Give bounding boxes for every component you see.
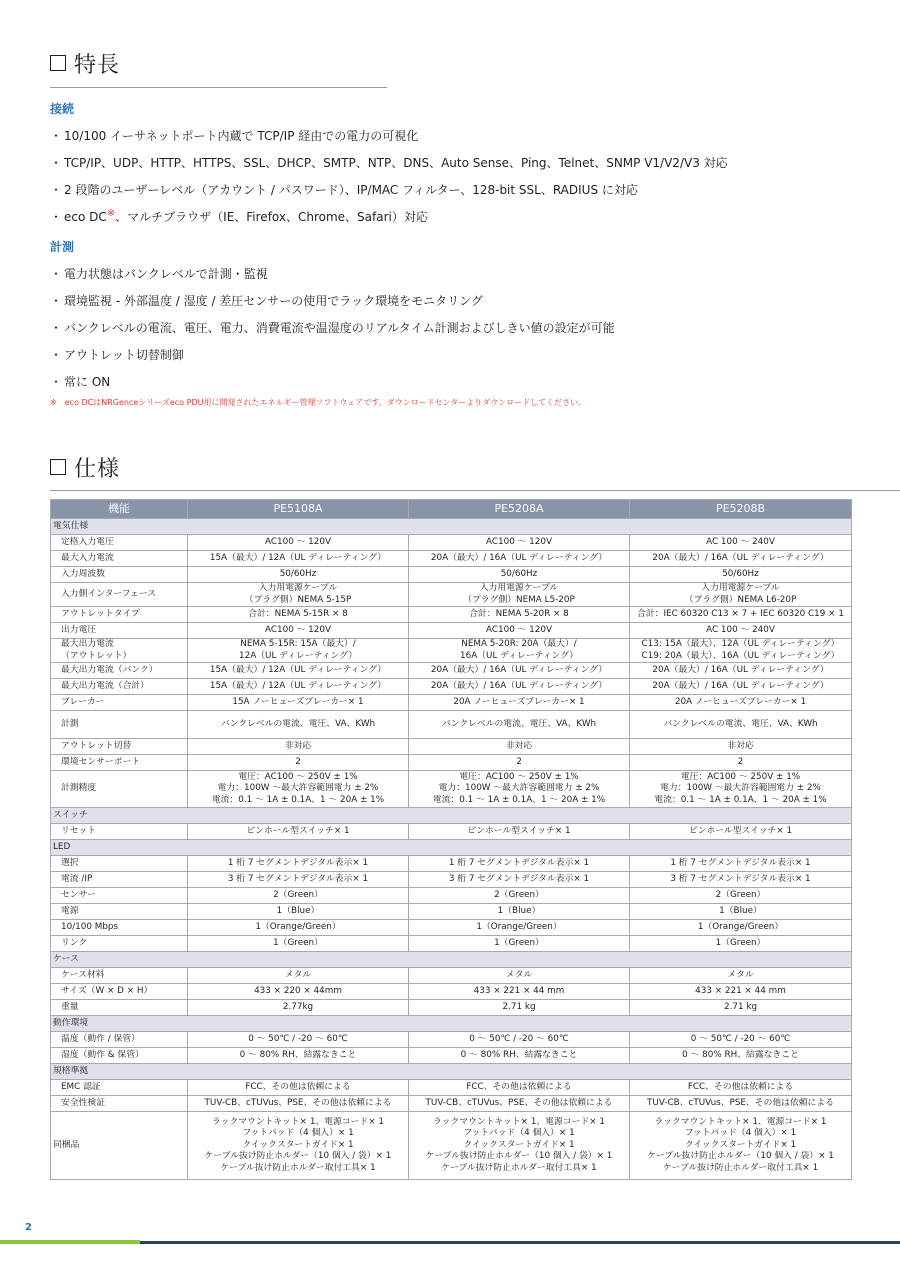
cell-value: 20A（最大）/ 16A（UL ディレーティング）	[409, 663, 630, 679]
cell-value: 15A ノーヒューズブレーカー× 1	[188, 695, 409, 711]
cell-value: 433 × 221 × 44 mm	[409, 984, 630, 1000]
cell-value: 1 桁 7 セグメントデジタル表示× 1	[630, 856, 852, 872]
bullet-item: ・ eco DC※、マルチブラウザ（IE、Firefox、Chrome、Safari）対応	[50, 208, 428, 224]
row-label: 計測精度	[51, 771, 188, 808]
cell-value: 1（Orange/Green）	[630, 920, 852, 936]
table-row	[51, 639, 852, 663]
header-feature: 機能	[51, 500, 188, 519]
table-row	[51, 663, 852, 679]
cell-value: FCC、その他は依頼による	[188, 1080, 409, 1096]
cell-value: ピンホール型スイッチ× 1	[409, 824, 630, 840]
cell-value: 1（Orange/Green）	[409, 920, 630, 936]
cell-value: 入力用電源ケーブル （プラグ側）NEMA L6-20P	[630, 583, 852, 607]
table-row	[51, 1080, 852, 1096]
footer-bar-accent	[0, 1240, 140, 1244]
cell-value: 電圧：AC100 ～ 250V ± 1% 電力：100W ～最大許容範囲電力 ± 2% 電流：0.1 ～ 1A ± 0.1A、1 ～ 20A ± 1%	[630, 771, 852, 808]
cell-value: バンクレベルの電流、電圧、VA、KWh	[630, 711, 852, 739]
table-row	[51, 856, 852, 872]
category-row	[51, 808, 852, 824]
cell-value: 非対応	[188, 739, 409, 755]
footer-bar	[140, 1241, 900, 1244]
cell-value: 3 桁 7 セグメントデジタル表示× 1	[409, 872, 630, 888]
cell-value: 15A（最大）/ 12A（UL ディレーティング）	[188, 551, 409, 567]
cell-value: 20A（最大）/ 16A（UL ディレーティング）	[630, 679, 852, 695]
category-label: スイッチ	[51, 808, 852, 824]
row-label: リンク	[51, 936, 188, 952]
cell-value: 2.71 kg	[409, 1000, 630, 1016]
cell-value: 20A ノーヒューズブレーカー× 1	[630, 695, 852, 711]
row-label: 最大入力電流	[51, 551, 188, 567]
cell-value: 15A（最大）/ 12A（UL ディレーティング）	[188, 663, 409, 679]
table-row	[51, 888, 852, 904]
category-row	[51, 1064, 852, 1080]
specs-heading: 仕様	[50, 452, 120, 483]
table-row	[51, 1000, 852, 1016]
cell-value: 2（Green）	[630, 888, 852, 904]
bullet-item: ・ 環境監視 - 外部温度 / 湿度 / 差圧センサーの使用でラック環境をモニタリング	[50, 294, 483, 308]
row-label: アウトレット切替	[51, 739, 188, 755]
cell-value: 1（Green）	[188, 936, 409, 952]
table-row	[51, 1032, 852, 1048]
cell-value: 電圧：AC100 ～ 250V ± 1% 電力：100W ～最大許容範囲電力 ± 2% 電流：0.1 ～ 1A ± 0.1A、1 ～ 20A ± 1%	[188, 771, 409, 808]
category-label: LED	[51, 840, 852, 856]
category-row	[51, 519, 852, 535]
row-label: ブレーカー	[51, 695, 188, 711]
cell-value: メタル	[630, 968, 852, 984]
row-label: 温度（動作 / 保管）	[51, 1032, 188, 1048]
cell-value: 20A ノーヒューズブレーカー× 1	[409, 695, 630, 711]
table-row	[51, 679, 852, 695]
spec-table	[50, 499, 852, 1180]
note-mark: ※	[106, 208, 116, 219]
cell-value: AC100 ～ 120V	[188, 623, 409, 639]
category-label: 電気仕様	[51, 519, 852, 535]
cell-value: 1（Green）	[630, 936, 852, 952]
row-label: 重量	[51, 1000, 188, 1016]
cell-value: 2.71 kg	[630, 1000, 852, 1016]
square-icon	[50, 459, 66, 475]
cell-value: 20A（最大）/ 16A（UL ディレーティング）	[630, 663, 852, 679]
table-row	[51, 583, 852, 607]
table-row	[51, 984, 852, 1000]
table-row	[51, 567, 852, 583]
row-label: 10/100 Mbps	[51, 920, 188, 936]
cell-value: ラックマウントキット× 1、電源コード× 1 フットパッド（4 個入）× 1 クイックスタートガイド× 1 ケーブル抜け防止ホルダー（10 個入 / 袋）× 1 ケーブル抜け防止ホルダー取付工具× 1	[188, 1112, 409, 1180]
row-label: 最大出力電流（バンク）	[51, 663, 188, 679]
cell-value: 1 桁 7 セグメントデジタル表示× 1	[409, 856, 630, 872]
row-label: 入力周波数	[51, 567, 188, 583]
table-row	[51, 904, 852, 920]
row-label: 湿度（動作 & 保管）	[51, 1048, 188, 1064]
cell-value: AC100 ～ 120V	[409, 623, 630, 639]
table-row	[51, 535, 852, 551]
table-row	[51, 695, 852, 711]
header-model: PE5208B	[630, 500, 852, 519]
row-label: 出力電圧	[51, 623, 188, 639]
cell-value: ピンホール型スイッチ× 1	[188, 824, 409, 840]
cell-value: 20A（最大）/ 16A（UL ディレーティング）	[409, 679, 630, 695]
cell-value: メタル	[188, 968, 409, 984]
cell-value: 合計：NEMA 5-20R × 8	[409, 607, 630, 623]
category-row	[51, 840, 852, 856]
cell-value: 1（Blue）	[409, 904, 630, 920]
table-row	[51, 872, 852, 888]
bullet-item: ・ TCP/IP、UDP、HTTP、HTTPS、SSL、DHCP、SMTP、NTP、DNS、Auto Sense、Ping、Telnet、SNMP V1/V2/V3 対応	[50, 156, 728, 170]
cell-value: バンクレベルの電流、電圧、VA、KWh	[409, 711, 630, 739]
row-label: 安全性検証	[51, 1096, 188, 1112]
cell-value: 1（Blue）	[188, 904, 409, 920]
header-model: PE5208A	[409, 500, 630, 519]
category-row	[51, 1016, 852, 1032]
table-row	[51, 755, 852, 771]
table-row	[51, 936, 852, 952]
cell-value: 2.77kg	[188, 1000, 409, 1016]
cell-value: NEMA 5-20R: 20A（最大）/ 16A（UL ディレーティング）	[409, 639, 630, 663]
page-number: 2	[25, 1222, 32, 1233]
cell-value: 合計：IEC 60320 C13 × 7 + IEC 60320 C19 × 1	[630, 607, 852, 623]
table-row	[51, 739, 852, 755]
cell-value: 合計：NEMA 5-15R × 8	[188, 607, 409, 623]
table-header-row	[51, 500, 852, 519]
cell-value: NEMA 5-15R: 15A（最大）/ 12A（UL ディレーティング）	[188, 639, 409, 663]
footnote: ※ eco DCはNRGenceシリーズeco PDU用に開発されたエネルギー管理ソフトウェアです。ダウンロードセンターよりダウンロードしてください。	[50, 398, 587, 407]
row-label: 環境センサーポート	[51, 755, 188, 771]
features-heading: 特長	[50, 48, 120, 79]
row-label: EMC 認証	[51, 1080, 188, 1096]
row-label: 最大出力電流（合計）	[51, 679, 188, 695]
cell-value: AC100 ～ 120V	[409, 535, 630, 551]
table-row	[51, 1096, 852, 1112]
cell-value: 0 ～ 80% RH、結露なきこと	[630, 1048, 852, 1064]
row-label: 電源	[51, 904, 188, 920]
cell-value: 入力用電源ケーブル （プラグ側）NEMA 5-15P	[188, 583, 409, 607]
category-label: 動作環境	[51, 1016, 852, 1032]
cell-value: 2	[188, 755, 409, 771]
cell-value: FCC、その他は依頼による	[409, 1080, 630, 1096]
cell-value: 非対応	[409, 739, 630, 755]
row-label: 入力側インターフェース	[51, 583, 188, 607]
cell-value: 0 ～ 80% RH、結露なきこと	[409, 1048, 630, 1064]
section-heading-measurement: 計測	[50, 240, 75, 254]
row-label: アウトレットタイプ	[51, 607, 188, 623]
bullet-item: ・ 常に ON	[50, 375, 111, 389]
row-label: センサー	[51, 888, 188, 904]
row-label: サイズ（W × D × H）	[51, 984, 188, 1000]
cell-value: メタル	[409, 968, 630, 984]
specs-rule	[50, 490, 900, 491]
category-label: 規格準拠	[51, 1064, 852, 1080]
cell-value: 0 ～ 50℃ / -20 ～ 60℃	[188, 1032, 409, 1048]
cell-value: 電圧：AC100 ～ 250V ± 1% 電力：100W ～最大許容範囲電力 ± 2% 電流：0.1 ～ 1A ± 0.1A、1 ～ 20A ± 1%	[409, 771, 630, 808]
cell-value: 20A（最大）/ 16A（UL ディレーティング）	[409, 551, 630, 567]
table-row	[51, 771, 852, 808]
cell-value: 1（Blue）	[630, 904, 852, 920]
table-row	[51, 920, 852, 936]
table-row	[51, 1112, 852, 1180]
bullet-item: ・ 10/100 イーサネットポート内蔵で TCP/IP 経由での電力の可視化	[50, 129, 419, 143]
table-row	[51, 968, 852, 984]
row-label: ケース材料	[51, 968, 188, 984]
cell-value: C13: 15A（最大）、12A（UL ディレーティング） C19: 20A（最大）、16A（UL ディレーティング）	[630, 639, 852, 663]
header-model: PE5108A	[188, 500, 409, 519]
cell-value: 2	[630, 755, 852, 771]
table-row	[51, 623, 852, 639]
cell-value: 1（Orange/Green）	[188, 920, 409, 936]
cell-value: バンクレベルの電流、電圧、VA、KWh	[188, 711, 409, 739]
cell-value: ラックマウントキット× 1、電源コード× 1 フットパッド（4 個入）× 1 クイックスタートガイド× 1 ケーブル抜け防止ホルダー（10 個入 / 袋）× 1 ケーブル抜け防止ホルダー取付工具× 1	[409, 1112, 630, 1180]
bullet-item: ・ バンクレベルの電流、電圧、電力、消費電流や温湿度のリアルタイム計測およびしきい値の設定が可能	[50, 321, 615, 335]
cell-value: TUV-CB、cTUVus、PSE、その他は依頼による	[409, 1096, 630, 1112]
cell-value: 非対応	[630, 739, 852, 755]
row-label: 電流 /IP	[51, 872, 188, 888]
category-label: ケース	[51, 952, 852, 968]
cell-value: TUV-CB、cTUVus、PSE、その他は依頼による	[630, 1096, 852, 1112]
cell-value: 0 ～ 50℃ / -20 ～ 60℃	[630, 1032, 852, 1048]
cell-value: 2（Green）	[409, 888, 630, 904]
cell-value: 50/60Hz	[409, 567, 630, 583]
cell-value: AC100 ～ 120V	[188, 535, 409, 551]
table-row	[51, 824, 852, 840]
cell-value: 3 桁 7 セグメントデジタル表示× 1	[188, 872, 409, 888]
cell-value: 入力用電源ケーブル （プラグ側）NEMA L5-20P	[409, 583, 630, 607]
bullet-item: ・ 2 段階のユーザーレベル（アカウント / パスワード）、IP/MAC フィルター、128-bit SSL、RADIUS に対応	[50, 183, 638, 197]
cell-value: ラックマウントキット× 1、電源コード× 1 フットパッド（4 個入）× 1 クイックスタートガイド× 1 ケーブル抜け防止ホルダー（10 個入 / 袋）× 1 ケーブル抜け防止ホルダー取付工具× 1	[630, 1112, 852, 1180]
row-label: リセット	[51, 824, 188, 840]
cell-value: 433 × 220 × 44mm	[188, 984, 409, 1000]
cell-value: 15A（最大）/ 12A（UL ディレーティング）	[188, 679, 409, 695]
bullet-item: ・ アウトレット切替制御	[50, 348, 184, 362]
cell-value: ピンホール型スイッチ× 1	[630, 824, 852, 840]
cell-value: AC 100 ～ 240V	[630, 535, 852, 551]
cell-value: 1 桁 7 セグメントデジタル表示× 1	[188, 856, 409, 872]
row-label: 最大出力電流 （アウトレット）	[51, 639, 188, 663]
cell-value: 50/60Hz	[188, 567, 409, 583]
cell-value: 0 ～ 50℃ / -20 ～ 60℃	[409, 1032, 630, 1048]
bullet-item: ・ 電力状態はバンクレベルで計測・監視	[50, 267, 268, 281]
row-label: 選択	[51, 856, 188, 872]
cell-value: 50/60Hz	[630, 567, 852, 583]
row-label: 計測	[51, 711, 188, 739]
cell-value: 20A（最大）/ 16A（UL ディレーティング）	[630, 551, 852, 567]
cell-value: 2	[409, 755, 630, 771]
table-row	[51, 607, 852, 623]
cell-value: AC 100 ～ 240V	[630, 623, 852, 639]
cell-value: TUV-CB、cTUVus、PSE、その他は依頼による	[188, 1096, 409, 1112]
features-rule	[50, 87, 387, 88]
cell-value: 2（Green）	[188, 888, 409, 904]
category-row	[51, 952, 852, 968]
square-icon	[50, 55, 66, 71]
cell-value: 3 桁 7 セグメントデジタル表示× 1	[630, 872, 852, 888]
cell-value: 1（Green）	[409, 936, 630, 952]
table-row	[51, 1048, 852, 1064]
cell-value: FCC、その他は依頼による	[630, 1080, 852, 1096]
row-label: 同梱品	[51, 1112, 188, 1180]
row-label: 定格入力電圧	[51, 535, 188, 551]
table-row	[51, 711, 852, 739]
section-heading-connection: 接続	[50, 102, 75, 116]
table-row	[51, 551, 852, 567]
cell-value: 0 ～ 80% RH、結露なきこと	[188, 1048, 409, 1064]
cell-value: 433 × 221 × 44 mm	[630, 984, 852, 1000]
